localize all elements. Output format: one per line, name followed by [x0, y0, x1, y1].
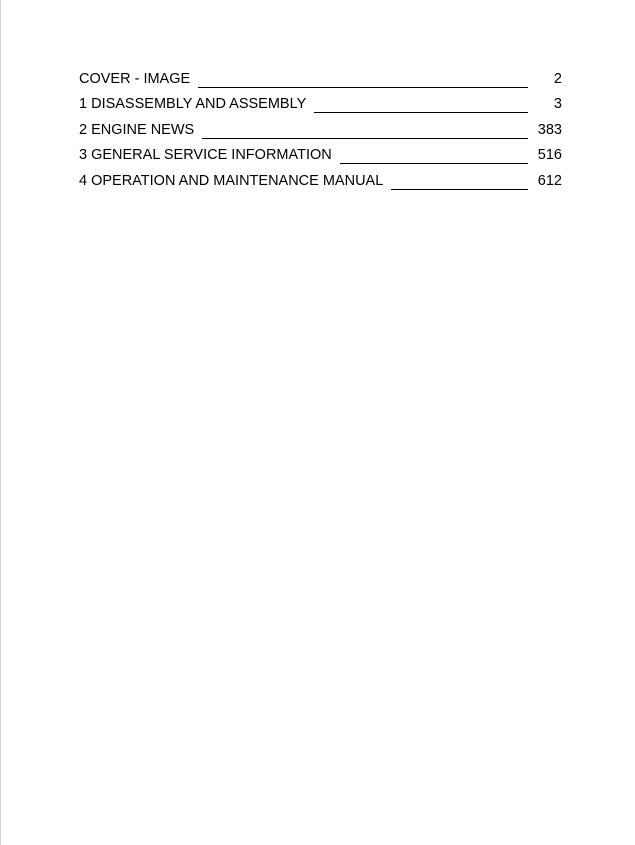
toc-entry-disassembly-and-assembly[interactable] — [79, 88, 562, 114]
toc-entry-page-number: 516 — [537, 147, 562, 163]
toc-entry-page-number: 612 — [537, 172, 562, 189]
toc-entry-page-number: 383 — [537, 121, 562, 138]
toc-leader-line — [198, 86, 528, 88]
toc-entry-cover-image[interactable] — [79, 62, 562, 88]
toc-entry-title: COVER - IMAGE — [79, 70, 191, 87]
toc-entry-title: 1 DISASSEMBLY AND ASSEMBLY — [79, 96, 307, 112]
toc-entry-page-number: 2 — [553, 70, 562, 87]
toc-leader-line — [340, 162, 528, 164]
toc-entry-title: 2 ENGINE NEWS — [79, 121, 195, 138]
toc-leader-line — [202, 137, 528, 139]
toc-entry-title: 4 OPERATION AND MAINTENANCE MANUAL — [79, 172, 384, 189]
toc-entry-title: 3 GENERAL SERVICE INFORMATION — [79, 147, 332, 163]
toc-entry-general-service-information[interactable] — [79, 139, 562, 165]
table-of-contents — [79, 62, 562, 190]
toc-leader-line — [314, 111, 528, 113]
toc-entry-operation-and-maintenance-manual[interactable] — [79, 164, 562, 190]
toc-entry-page-number: 3 — [553, 96, 562, 112]
toc-entry-engine-news[interactable] — [79, 113, 562, 139]
toc-leader-line — [391, 188, 528, 190]
